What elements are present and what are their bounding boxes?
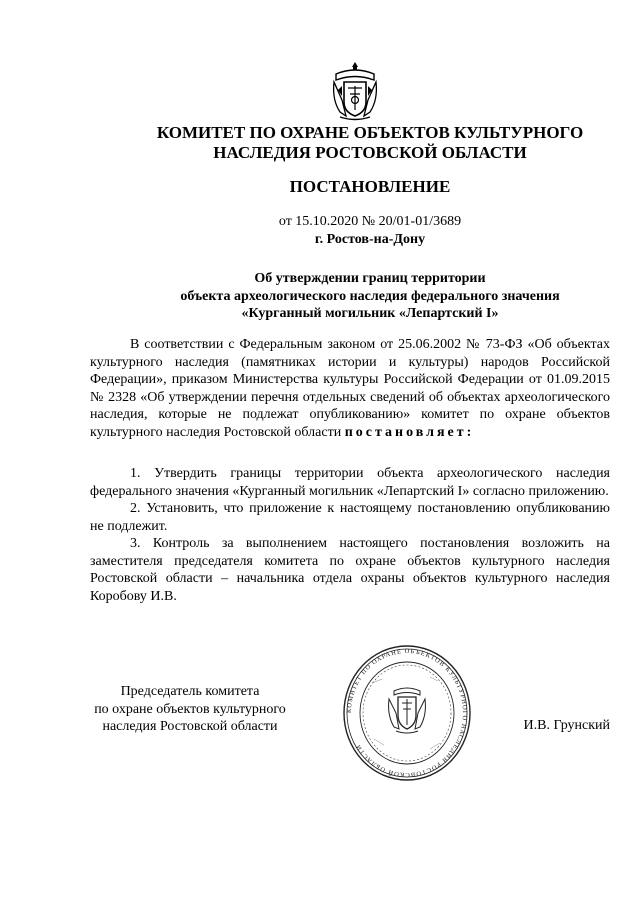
org-title-line: КОМИТЕТ ПО ОХРАНЕ ОБЪЕКТОВ КУЛЬТУРНОГО: [156, 123, 584, 142]
preamble-text: В соответствии с Федеральным законом от 25.06.2002 № 73-ФЗ «Об объектах культурного наследия (памятниках истории и культуры) народов Российской Федерации», приказом Министерства культуры Российской Федерации от 01.09.2015 № 2328 «Об утверждении перечня отдельных сведений об объектах археологического наследия, которые не подлежат опубликованию» комитет по охране объектов культурного наследия Ростовской области: [90, 337, 610, 440]
document-date-number: от 15.10.2020 № 20/01-01/3689: [278, 214, 462, 229]
decree-word: постановляет:: [344, 424, 475, 440]
signatory-name: И.В. Грунский: [523, 718, 610, 733]
subject-line: объекта археологического наследия федерального значения: [180, 288, 560, 304]
preamble: [90, 336, 610, 441]
coat-of-arms-icon: [330, 60, 380, 122]
seal-emblem: [389, 688, 426, 733]
decree-items: [90, 465, 610, 605]
organization-title: [110, 123, 630, 163]
document-type: ПОСТАНОВЛЕНИЕ: [289, 177, 451, 196]
decree-item: 3. Контроль за выполнением настоящего постановления возложить на заместителя председателя комитета по охране объектов культурного наследия Ростовской области – начальника отдела охраны объектов культурного наследия Коробову И.В.: [90, 536, 610, 604]
subject-line: Об утверждении границ территории: [254, 271, 486, 286]
position-line: наследия Ростовской области: [102, 719, 278, 734]
decree-item: 2. Установить, что приложение к настоящему постановлению опубликованию не подлежит.: [90, 501, 610, 534]
subject-line: «Курганный могильник «Лепартский I»: [241, 306, 499, 321]
org-title-line: НАСЛЕДИЯ РОСТОВСКОЙ ОБЛАСТИ: [213, 143, 527, 162]
document-city: г. Ростов-на-Дону: [314, 232, 426, 247]
document-subject: [110, 270, 630, 323]
decree-item: 1. Утвердить границы территории объекта археологического наследия федерального значения «Курганный могильник «Лепартский I» согласно приложению.: [90, 466, 610, 499]
preamble-paragraph: [90, 336, 610, 441]
official-seal-icon: [342, 643, 472, 783]
signatory-position: [90, 683, 290, 736]
seal-ring-text: КОМИТЕТ ПО ОХРАНЕ ОБЪЕКТОВ КУЛЬТУРНОГО НАСЛЕДИЯ РОСТОВСКОЙ ОБЛАСТИ: [345, 647, 469, 779]
position-line: по охране объектов культурного: [94, 701, 286, 717]
position-line: Председатель комитета: [120, 684, 260, 699]
